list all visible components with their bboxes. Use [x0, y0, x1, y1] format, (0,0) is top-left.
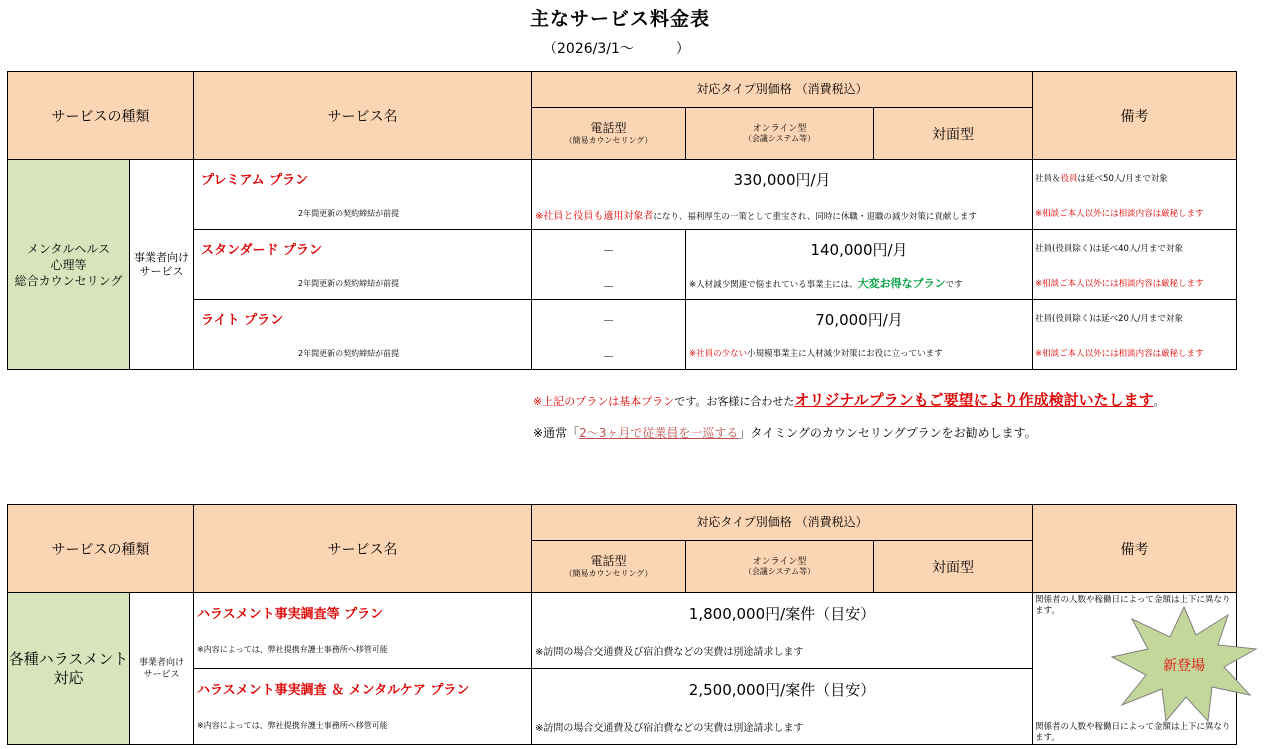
phone-dash: － [602, 350, 615, 364]
remark-confidential: ※相談ご本人以外には相談内容は厳秘します [1035, 349, 1204, 359]
price-note [689, 275, 963, 291]
note1-red: ※上記のプランは基本プラン [533, 395, 675, 408]
plan-price: 330,000円/月 [733, 171, 831, 189]
header-online-label: オンライン型 [752, 556, 807, 567]
remark-bottom: 関係者の人数や稼働日によって金額は上下に異なります。 [1035, 722, 1231, 743]
header-phone [532, 108, 686, 160]
header-service-type: サービスの種類 [8, 72, 194, 160]
table-row [194, 593, 532, 669]
header-phone-sub: （簡易カウンセリング） [564, 569, 653, 578]
plan-name: ライト プラン [201, 313, 284, 328]
remark-b: は延べ50人/月まで対象 [1077, 174, 1168, 184]
header-service-name: サービス名 [194, 505, 532, 593]
price-note-a: ※人材減少関連で悩まれている事業主には、 [689, 280, 858, 290]
custom-plan-note [533, 389, 1165, 410]
remark-top: 関係者の人数や稼働日によって金額は上下に異なります。 [1035, 595, 1231, 616]
header-remarks: 備考 [1033, 505, 1237, 593]
remark-cell [1033, 160, 1237, 230]
header-phone-label: 電話型 [590, 554, 627, 568]
header-online-label: オンライン型 [752, 123, 807, 134]
note2-underline: 2～3ヶ月で従業員を一巡する [579, 426, 739, 440]
remark-limit: 社員(役員除く)は延べ20人/月まで対象 [1035, 314, 1183, 324]
price-cell [686, 230, 1033, 300]
category-mental: メンタルヘルス 心理等 総合カウンセリング [8, 160, 130, 370]
phone-dash: － [602, 244, 615, 258]
header-remarks: 備考 [1033, 72, 1237, 160]
plan-name: ハラスメント事実調査 ＆ メンタルケア プラン [197, 683, 470, 698]
note2-a: ※通常「 [533, 426, 580, 440]
price-cell [532, 669, 1033, 745]
header-price-group: 対応タイプ別価格 （消費税込） [532, 505, 1033, 541]
header-online-sub: （会議システム等） [743, 133, 816, 143]
expense-note: ※訪問の場合交通費及び宿泊費などの実費は別途請求します [535, 723, 804, 734]
header-service-type: サービスの種類 [8, 505, 194, 593]
remark-limit [1035, 172, 1168, 184]
price-note-red: ※社員の少ない [689, 349, 748, 359]
plan-name: スタンダード プラン [201, 243, 323, 258]
note1-mid: です。お客様に合わせた [674, 395, 795, 408]
remark-confidential: ※相談ご本人以外には相談内容は厳秘します [1035, 279, 1204, 289]
recommend-note [533, 424, 1037, 441]
category-harassment: 各種ハラスメント 対応 [8, 593, 130, 745]
header-phone-sub: （簡易カウンセリング） [564, 136, 653, 145]
price-note-rest: になり、福利厚生の一策として重宝され、同時に休職・退職の減少対策に貢献します [653, 212, 977, 222]
price-note-red: ※社員と役員も適用対象者 [535, 211, 654, 222]
price-cell [532, 160, 1033, 230]
plan-name: ハラスメント事実調査等 プラン [197, 607, 384, 622]
price-table-mental [7, 71, 1237, 370]
contract-note: 2年間更新の契約締結が前提 [298, 349, 400, 358]
price-note-rest: 小規模事業主に人材減少対策にお役に立っています [747, 349, 943, 359]
table-row [194, 669, 532, 745]
price-note-green: 大変お得なプラン [857, 277, 946, 290]
expense-note: ※訪問の場合交通費及び宿泊費などの実費は別途請求します [535, 647, 804, 658]
subcategory-business: 事業者向け サービス [130, 160, 194, 370]
contract-note: 2年間更新の契約締結が前提 [298, 209, 400, 218]
header-face: 対面型 [874, 108, 1033, 160]
phone-cell [532, 300, 686, 370]
remark-a: 社員＆ [1035, 174, 1061, 184]
remark-red: 役員 [1060, 174, 1078, 184]
table-row [194, 230, 532, 300]
phone-dash: － [602, 280, 615, 294]
table-row [194, 160, 532, 230]
header-phone [532, 541, 686, 593]
plan-price: 70,000円/月 [815, 311, 903, 329]
transfer-note: ※内容によっては、弊社提携弁護士事務所へ移管可能 [197, 721, 388, 730]
header-face: 対面型 [874, 541, 1033, 593]
remark-limit: 社員(役員除く)は延べ40人/月まで対象 [1035, 244, 1183, 254]
subcategory-business: 事業者向け サービス [130, 593, 194, 745]
phone-dash: － [602, 314, 615, 328]
plan-price: 1,800,000円/案件（目安） [688, 605, 876, 623]
header-service-name: サービス名 [194, 72, 532, 160]
header-online-sub: （会議システム等） [743, 566, 816, 576]
header-online [686, 108, 874, 160]
period-label: （2026/3/1～ ） [543, 41, 690, 57]
plan-name: プレミアム プラン [201, 173, 309, 188]
header-price-group: 対応タイプ別価格 （消費税込） [532, 72, 1033, 108]
table-row [194, 300, 532, 370]
price-cell [532, 593, 1033, 669]
contract-note: 2年間更新の契約締結が前提 [298, 279, 400, 288]
header-online [686, 541, 874, 593]
plan-price: 2,500,000円/案件（目安） [688, 681, 876, 699]
remark-cell [1033, 300, 1237, 370]
transfer-note: ※内容によっては、弊社提携弁護士事務所へ移管可能 [197, 645, 388, 654]
note1-big: オリジナルプランもご要望により作成検討いたします [794, 391, 1154, 409]
price-note-b: です [945, 280, 963, 290]
page-title: 主なサービス料金表 [529, 8, 710, 30]
plan-price: 140,000円/月 [810, 241, 908, 259]
new-badge-label: 新登場 [1163, 658, 1205, 674]
header-phone-label: 電話型 [590, 121, 627, 135]
price-note [535, 207, 977, 222]
price-cell [686, 300, 1033, 370]
price-table-harassment [7, 504, 1237, 745]
price-note [689, 347, 943, 359]
remark-cell [1033, 230, 1237, 300]
remark-confidential: ※相談ご本人以外には相談内容は厳秘します [1035, 209, 1204, 219]
phone-cell [532, 230, 686, 300]
note1-end: 。 [1153, 395, 1165, 408]
note2-b: 」タイミングのカウンセリングプランをお勧めします。 [738, 426, 1037, 440]
